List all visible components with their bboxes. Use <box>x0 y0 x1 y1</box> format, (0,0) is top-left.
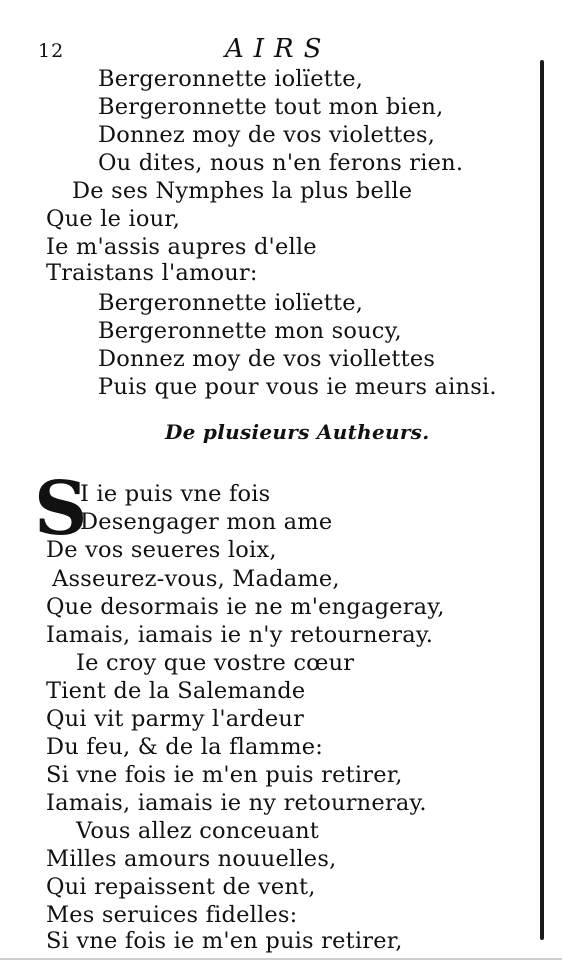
verse-line: Que desormais ie ne m'engageray, <box>46 594 445 620</box>
verse-line: Iamais, iamais ie n'y retourneray. <box>46 622 434 648</box>
verse-line: Ie croy que vostre cœur <box>76 650 355 676</box>
verse-line: Bergeronnette iolïette, <box>98 66 364 92</box>
verse-line: Vous allez conceuant <box>76 818 320 844</box>
verse-line: Du feu, & de la flamme: <box>46 734 324 760</box>
verse-line: Tient de la Salemande <box>46 678 306 704</box>
verse-line: Donnez moy de vos viollettes <box>98 346 436 372</box>
verse-line: Donnez moy de vos violettes, <box>98 122 436 148</box>
verse-line: Si vne fois ie m'en puis retirer, <box>46 928 403 954</box>
verse-line: Ou dites, nous n'en ferons rien. <box>98 150 464 176</box>
verse-line: I ie puis vne fois <box>80 481 271 507</box>
verse-line: De ses Nymphes la plus belle <box>72 178 413 204</box>
verse-line: Bergeronnette iolïette, <box>98 290 364 316</box>
verse-line: Mes seruices fidelles: <box>46 902 298 928</box>
page-number: 12 <box>38 40 65 62</box>
verse-line: Desengager mon ame <box>80 509 333 535</box>
running-head: AIRS <box>225 34 332 64</box>
verse-line: Traistans l'amour: <box>46 260 258 286</box>
verse-line: Iamais, iamais ie ny retourneray. <box>46 790 427 816</box>
verse-line: Que le iour, <box>46 206 181 232</box>
verse-line: Bergeronnette mon soucy, <box>98 318 402 344</box>
verse-line: Bergeronnette tout mon bien, <box>98 94 444 120</box>
verse-line: De vos seueres loix, <box>46 537 277 563</box>
drop-cap: S <box>34 466 88 552</box>
page-header <box>30 34 530 66</box>
page-edge-shadow <box>540 60 544 940</box>
verse-line: Asseurez-vous, Madame, <box>52 566 340 592</box>
verse-line: Puis que pour vous ie meurs ainsi. <box>98 374 497 400</box>
verse-line: Qui repaissent de vent, <box>46 874 316 900</box>
verse-line: Ie m'assis aupres d'elle <box>46 234 317 260</box>
page-bottom-edge <box>0 958 562 960</box>
verse-line: Si vne fois ie m'en puis retirer, <box>46 762 403 788</box>
section-title: De plusieurs Autheurs. <box>165 420 430 444</box>
verse-line: Qui vit parmy l'ardeur <box>46 706 305 732</box>
verse-line: Milles amours nouuelles, <box>46 846 337 872</box>
